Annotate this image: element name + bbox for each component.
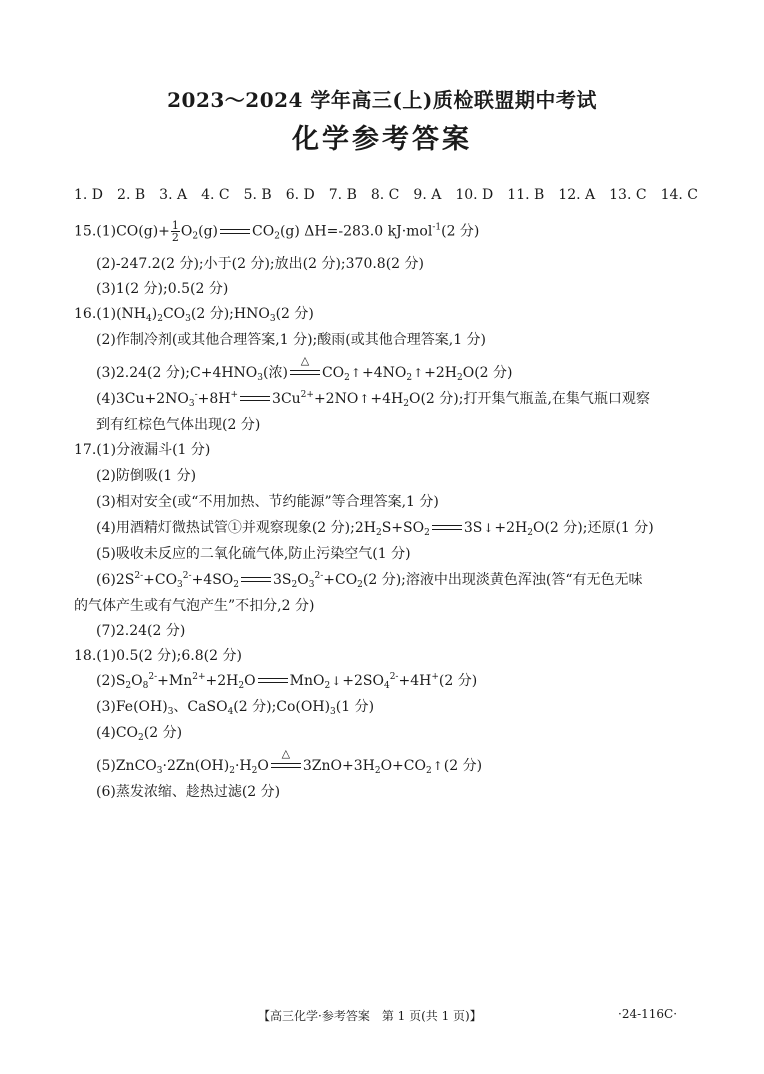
- q18-part6: (6)蒸发浓缩、趁热过滤(2 分): [96, 784, 281, 800]
- choice-answer: 4. C: [201, 187, 230, 203]
- choice-answer: 8. C: [370, 187, 400, 203]
- q16-part4: $(4)3Cu+2NO_3^-+8H^+$ $3Cu^{2+}+2NO↑+4H_2O(2$ 分);打开集气瓶盖,在集气瓶口观察: [96, 390, 650, 409]
- gas-arrow-icon: ↑: [350, 366, 361, 380]
- choice-answer: 5. B: [243, 187, 272, 203]
- choice-answer: 6. D: [285, 187, 315, 203]
- q15-part2: (2)-247.2(2 分);小于(2 分);放出(2 分);370.8(2 分): [96, 256, 424, 272]
- q18-part1: 18.(1)0.5(2 分);6.8(2 分): [74, 648, 242, 664]
- q15-part3: (3)1(2 分);0.5(2 分): [96, 281, 229, 297]
- q17-part6: $(6)2S^{2-}+CO_3^{2-}+4SO_2$ $3S_2O_3^{2-}+CO_2(2$ 分);溶液中出现淡黄色浑浊(答“有无色无味: [96, 571, 643, 590]
- heating-equals-sign: △: [271, 761, 301, 771]
- exam-title: 2023～2024 学年高三(上)质检联盟期中考试: [167, 88, 597, 112]
- q17-part4: (4)用酒精灯微热试管①并观察现象(2 分)$;2H_2S+SO_2$ $3S↓+2H_2O(2$ 分);还原(1 分): [96, 520, 654, 538]
- choice-answers-row: [74, 186, 698, 204]
- choice-answer: 14. C: [660, 187, 698, 203]
- gas-arrow-icon: ↑: [432, 759, 443, 773]
- equals-sign: [258, 676, 288, 686]
- q18-part3: $(3)Fe(OH)_3$、CaSO$_4$(2 分)$;Co(OH)_3(1$ 分): [96, 699, 375, 717]
- equals-sign: [220, 227, 250, 237]
- q17-part1: 17.(1)分液漏斗(1 分): [74, 442, 211, 458]
- choice-answer: 12. A: [558, 187, 596, 203]
- choice-answer: 1. D: [74, 187, 104, 203]
- precipitate-arrow-icon: ↓: [331, 674, 342, 688]
- q17-part2: (2)防倒吸(1 分): [96, 468, 197, 484]
- q17-part3: (3)相对安全(或“不用加热、节约能源”等合理答案,1 分): [96, 494, 439, 510]
- q16-part4-continued: 到有红棕色气体出现(2 分): [96, 417, 261, 433]
- fraction-half: $\frac{1}{2}$: [171, 219, 179, 244]
- choice-answer: 3. A: [159, 187, 188, 203]
- equals-sign: [432, 523, 462, 533]
- q15-part1: 15.(1)CO(g)+ $\frac{1}{2}$ $O_2(g)$ $CO_2(g)$ ΔH=-283.0 kJ·mol$^{-1}$(2 分): [74, 219, 480, 244]
- precipitate-arrow-icon: ↓: [483, 521, 494, 535]
- choice-answer: 2. B: [117, 187, 146, 203]
- heating-equals-sign: △: [290, 368, 320, 378]
- q18-part5: $(5)ZnCO_3\cdot 2Zn(OH)_2\cdot H_2O$ △ $3ZnO+3H_2O+CO_2↑(2$ 分): [96, 747, 483, 776]
- equals-sign: [240, 394, 270, 404]
- footer-page-info: 【高三化学·参考答案 第 1 页(共 1 页)】: [258, 1009, 482, 1023]
- q18-part4: $(4)CO_2(2$ 分): [96, 725, 183, 743]
- choice-answer: 11. B: [507, 187, 545, 203]
- q17-part5: (5)吸收未反应的二氧化硫气体,防止污染空气(1 分): [96, 546, 411, 562]
- q16-part1: $16.(1)(NH_4)_2CO_3(2$ 分)$;HNO_3(2$ 分): [74, 306, 314, 324]
- q16-part3: (3)2.24(2 分)$;C+4HNO_3$(浓) △ $CO_2↑+4NO_2↑+2H_2O(2$ 分): [96, 354, 513, 383]
- choice-answer: 7. B: [328, 187, 357, 203]
- gas-arrow-icon: ↑: [359, 392, 370, 406]
- choice-answer: 9. A: [413, 187, 442, 203]
- equals-sign: [241, 575, 271, 585]
- choice-answer: 13. C: [609, 187, 647, 203]
- footer-code: ·24-116C·: [618, 1007, 678, 1021]
- choice-answer: 10. D: [455, 187, 494, 203]
- gas-arrow-icon: ↑: [413, 366, 424, 380]
- q17-part6-continued: 的气体产生或有气泡产生”不扣分,2 分): [74, 598, 315, 614]
- q18-part2: $(2)S_2O_8^{2-}+Mn^{2+}+2H_2O$ $MnO_2↓+2SO_4^{2-}+4H^+(2$ 分): [96, 672, 478, 691]
- q16-part2: (2)作制冷剂(或其他合理答案,1 分);酸雨(或其他合理答案,1 分): [96, 332, 487, 348]
- q17-part7: (7)2.24(2 分): [96, 623, 186, 639]
- answer-title: 化学参考答案: [292, 124, 472, 155]
